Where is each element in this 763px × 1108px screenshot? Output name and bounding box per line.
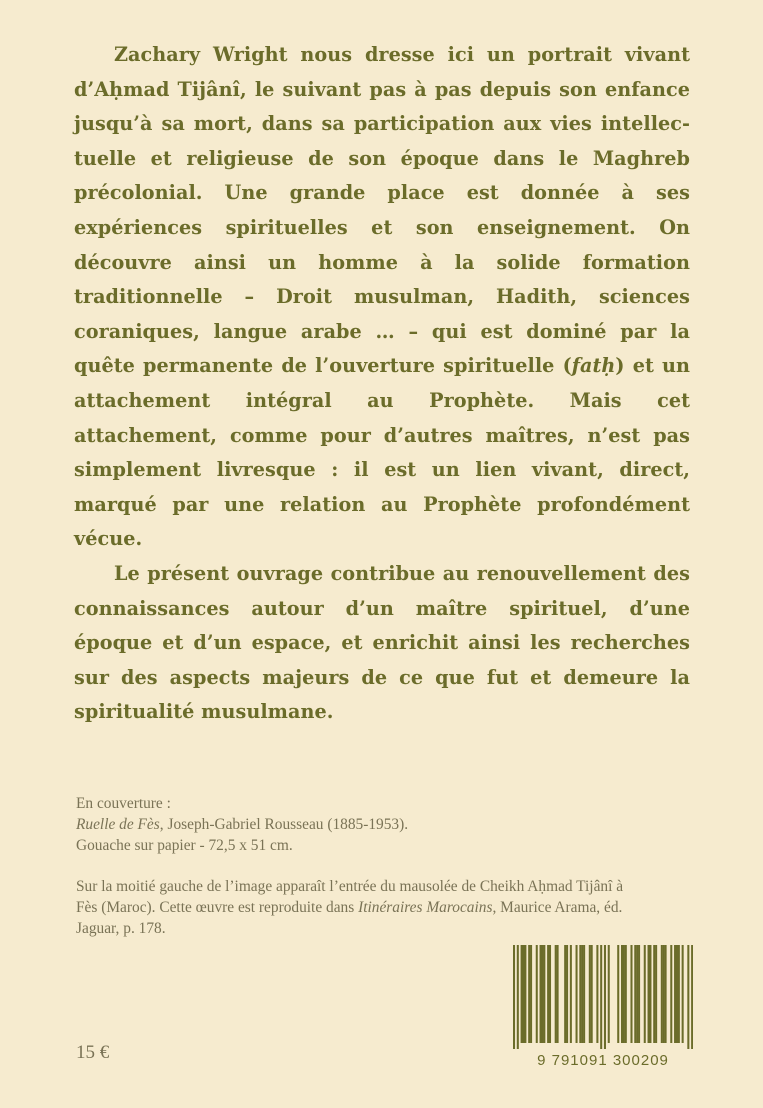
barcode-bar [678, 945, 680, 1043]
cover-credit [76, 793, 636, 856]
image-note: Sur la moitié gauche de l’image apparaît l’entrée du mausolée de Cheikh Aḥmad Tijânî à Fès (Maroc). Cette œuvre est reproduite dans Itinéraires Marocains, Maurice Arama, éd. Jaguar, p. 178. [76, 878, 624, 937]
barcode-bar [530, 945, 532, 1043]
barcode-bar [691, 945, 693, 1049]
barcode-bar [604, 945, 606, 1049]
blurb-paragraph-1: Zachary Wright nous dresse ici un portrait vivant d’Aḥmad Tijânî, le suivant pas à pas depuis son enfance jusqu’à sa mort, dans sa participation aux vies intellectuelle et religieuse de son époque dans le Maghreb précolonial. Une grande place est donnée à ses expériences spirituelles et son enseignement. On découvre ainsi un homme à la solide formation traditionnelle – Droit musulman, Hadith, sciences coraniques, langue arabe … – qui est dominé par la quête permanente de l’ouverture spirituelle (fatḥ) et un attachement intégral au Prophète. Mais cet attachement, comme pour d’autres maîtres, n’est pas simplement livresque : il est un lien vivant, direct, marqué par une relation au Prophète profondément vécue. [74, 43, 690, 551]
barcode-bars [513, 945, 693, 1049]
barcode-bar [682, 945, 684, 1043]
back-cover-blurb [74, 38, 690, 730]
barcode-bar [564, 945, 566, 1043]
barcode-bar [687, 945, 689, 1049]
barcode-bar [636, 945, 638, 1043]
barcode-bar [623, 945, 625, 1043]
barcode-bar [549, 945, 551, 1043]
barcode-bar [638, 945, 640, 1043]
cover-credit-medium: Gouache sur papier - 72,5 x 51 cm. [76, 837, 293, 854]
barcode-bar [625, 945, 627, 1043]
barcode-bar [617, 945, 619, 1043]
barcode-bar [591, 945, 593, 1043]
barcode-bar [655, 945, 657, 1043]
barcode-bar [557, 945, 559, 1043]
barcode-bar [608, 945, 610, 1043]
blurb-paragraph-2: Le présent ouvrage contribue au renouvellement des connaissances autour d’un maître spirituel, d’une époque et d’un espace, et enrichit ainsi les recherches sur des aspects majeurs de ce que fut et demeure la spiritualité musulmane. [74, 561, 690, 724]
barcode-bar [524, 945, 526, 1043]
barcode-bar [644, 945, 646, 1043]
barcode-bar [543, 945, 545, 1043]
barcode-bar [676, 945, 678, 1043]
barcode-bar [621, 945, 623, 1043]
barcode-bar [674, 945, 676, 1043]
barcode-bar [581, 945, 583, 1043]
barcode-bar [600, 945, 602, 1049]
barcode-bar [540, 945, 542, 1043]
barcode-bar [576, 945, 578, 1043]
barcode-bar [528, 945, 530, 1043]
isbn-barcode [513, 945, 693, 1069]
barcode-graphic [513, 945, 693, 1069]
barcode-bar [521, 945, 523, 1043]
barcode-bar [517, 945, 519, 1049]
barcode-bar [661, 945, 663, 1043]
barcode-bar [555, 945, 557, 1043]
barcode-bar [663, 945, 665, 1043]
barcode-bar [665, 945, 667, 1043]
barcode-bar [522, 945, 524, 1043]
barcode-bar [570, 945, 572, 1043]
barcode-bar [583, 945, 585, 1043]
barcode-bar [566, 945, 568, 1043]
barcode-bar [541, 945, 543, 1043]
price: 15 € [76, 1042, 110, 1063]
barcode-bar [513, 945, 515, 1049]
barcode-digits: 9 791091 300209 [537, 1052, 669, 1069]
barcode-bar [649, 945, 651, 1043]
barcode-bar [634, 945, 636, 1043]
cover-credit-artwork: Ruelle de Fès, Joseph-Gabriel Rousseau (1885-1953). [76, 816, 409, 833]
barcode-bar [670, 945, 672, 1043]
barcode-bar [579, 945, 581, 1043]
barcode-bar [536, 945, 538, 1043]
fath-term: fatḥ [571, 354, 616, 378]
barcode-bar [547, 945, 549, 1043]
barcode-bar [653, 945, 655, 1043]
cover-credit-label: En couverture : [76, 795, 171, 812]
barcode-bar [589, 945, 591, 1043]
barcode-bar [648, 945, 650, 1043]
barcode-bar [596, 945, 598, 1043]
barcode-bar [630, 945, 632, 1043]
